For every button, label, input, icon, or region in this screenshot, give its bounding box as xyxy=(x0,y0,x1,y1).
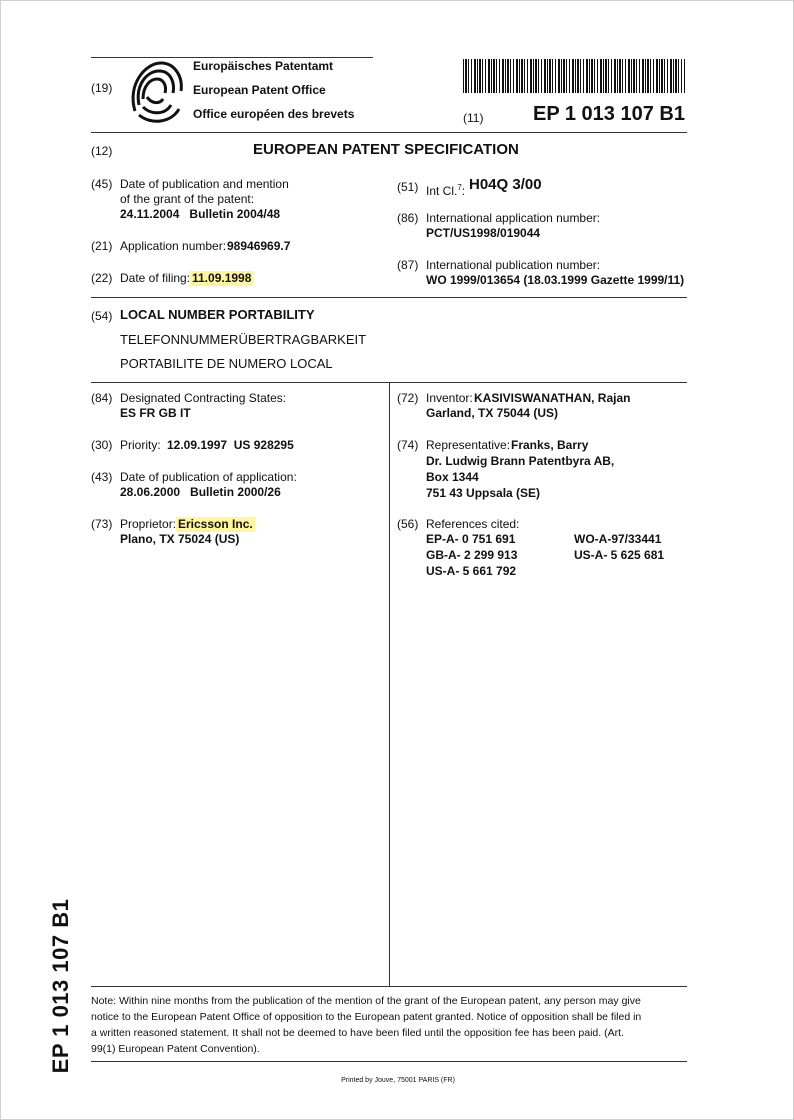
reference-item: US-A- 5 661 792 xyxy=(426,564,517,578)
inventor-address: Garland, TX 75044 (US) xyxy=(426,406,559,420)
note-bottom-rule xyxy=(91,1061,687,1062)
proprietor-value: Ericsson Inc. xyxy=(178,517,253,531)
int-cl-label xyxy=(426,180,465,199)
grant-date-label-1: Date of publication and mention xyxy=(120,177,289,191)
application-number-label: Application number: xyxy=(120,239,227,253)
title-fr: PORTABILITE DE NUMERO LOCAL xyxy=(120,356,333,371)
representative-line-3: Box 1344 xyxy=(426,470,479,484)
note-line-1: Note: Within nine months from the publication of the mention of the grant of the European patent, any person may give xyxy=(91,995,641,1007)
code-30: (30) xyxy=(91,438,113,452)
opposition-note xyxy=(91,993,687,1057)
grant-date-value: 24.11.2004 Bulletin 2004/48 xyxy=(120,207,281,221)
representative-line-4: 751 43 Uppsala (SE) xyxy=(426,486,541,500)
code-73: (73) xyxy=(91,517,113,531)
reference-item: US-A- 5 625 681 xyxy=(574,548,665,562)
publication-number: EP 1 013 107 B1 xyxy=(533,103,685,125)
spec-title: EUROPEAN PATENT SPECIFICATION xyxy=(253,141,519,158)
references-label: References cited: xyxy=(426,517,520,531)
code-56: (56) xyxy=(397,517,419,531)
code-72: (72) xyxy=(397,391,419,405)
header-bottom-rule xyxy=(91,132,687,133)
code-11: (11) xyxy=(463,111,484,125)
code-19: (19) xyxy=(91,81,113,95)
int-cl-label-text: Int Cl. xyxy=(426,184,458,198)
code-45: (45) xyxy=(91,177,113,191)
intl-publication-value: WO 1999/013654 (18.03.1999 Gazette 1999/11) xyxy=(426,273,685,287)
barcode xyxy=(463,59,685,93)
code-22: (22) xyxy=(91,271,113,285)
code-43: (43) xyxy=(91,470,113,484)
designated-states-value: ES FR GB IT xyxy=(120,406,191,420)
title-en: LOCAL NUMBER PORTABILITY xyxy=(120,307,315,322)
intl-application-label: International application number: xyxy=(426,211,601,225)
code-84: (84) xyxy=(91,391,113,405)
code-12: (12) xyxy=(91,144,113,158)
reference-item: EP-A- 0 751 691 xyxy=(426,532,516,546)
reference-item: WO-A-97/33441 xyxy=(574,532,662,546)
inventor-value: KASIVISWANATHAN, Rajan xyxy=(474,391,631,405)
grant-date-label-2: of the grant of the patent: xyxy=(120,192,255,206)
note-line-3: a written reasoned statement. It shall not be deemed to have been filed until the opposition fee has been paid. (Art. xyxy=(91,1027,624,1039)
office-name-fr: Office européen des brevets xyxy=(193,107,355,121)
code-86: (86) xyxy=(397,211,419,225)
note-top-rule xyxy=(91,986,687,987)
intl-publication-label: International publication number: xyxy=(426,258,601,272)
header-top-rule xyxy=(91,57,373,58)
office-name-en: European Patent Office xyxy=(193,83,326,97)
application-pub-value: 28.06.2000 Bulletin 2000/26 xyxy=(120,485,281,499)
representative-value: Franks, Barry xyxy=(511,438,589,452)
fields-bottom-rule xyxy=(91,297,687,298)
printer-footer: Printed by Jouve, 75001 PARIS (FR) xyxy=(341,1077,455,1084)
filing-date-label: Date of filing: xyxy=(120,271,191,285)
column-divider xyxy=(389,382,390,986)
application-number-value: 98946969.7 xyxy=(227,239,291,253)
filing-date-value: 11.09.1998 xyxy=(192,271,252,285)
code-21: (21) xyxy=(91,239,113,253)
title-de: TELEFONNUMMERÜBERTRAGBARKEIT xyxy=(120,332,367,347)
code-54: (54) xyxy=(91,309,113,323)
code-74: (74) xyxy=(397,438,419,452)
int-cl-value: H04Q 3/00 xyxy=(469,176,542,193)
note-line-4: 99(1) European Patent Convention). xyxy=(91,1043,260,1055)
priority-label: Priority: xyxy=(120,438,161,452)
code-87: (87) xyxy=(397,258,419,272)
epo-logo-icon xyxy=(129,59,185,123)
representative-label: Representative: xyxy=(426,438,511,452)
designated-states-label: Designated Contracting States: xyxy=(120,391,287,405)
note-line-2: notice to the European Patent Office of opposition to the European patent granted. Notice of opposition shall be filed in xyxy=(91,1011,642,1023)
inventor-label: Inventor: xyxy=(426,391,473,405)
application-pub-label: Date of publication of application: xyxy=(120,470,297,484)
office-name-de: Europäisches Patentamt xyxy=(193,59,334,73)
side-publication-number: EP 1 013 107 B1 xyxy=(48,898,73,1074)
proprietor-label: Proprietor: xyxy=(120,517,177,531)
int-cl-colon: : xyxy=(461,184,466,198)
proprietor-address: Plano, TX 75024 (US) xyxy=(120,532,240,546)
priority-value: 12.09.1997 US 928295 xyxy=(167,438,294,452)
intl-application-value: PCT/US1998/019044 xyxy=(426,226,541,240)
representative-line-2: Dr. Ludwig Brann Patentbyra AB, xyxy=(426,454,615,468)
int-cl-sup: 7 xyxy=(457,183,462,192)
code-51: (51) xyxy=(397,180,419,194)
reference-item: GB-A- 2 299 913 xyxy=(426,548,518,562)
